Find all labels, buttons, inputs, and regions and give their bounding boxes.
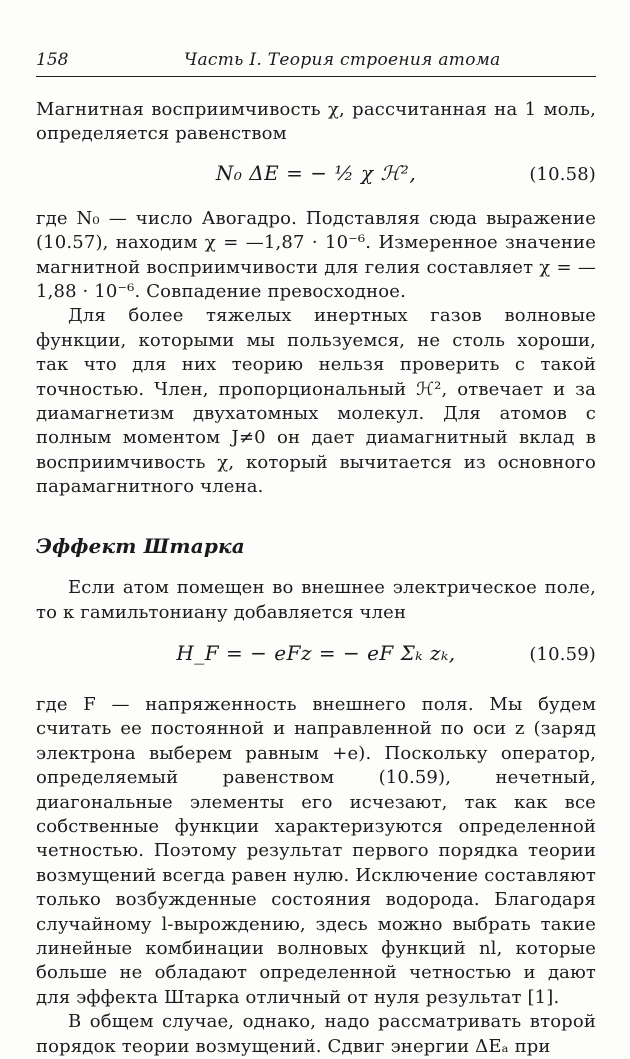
equation-10-58-expression: N₀ ΔE = − ½ χ ℋ², [215,160,417,185]
equation-10-59-number: (10.59) [529,643,596,665]
page-header [36,48,596,77]
page-body [36,98,596,1059]
paragraph-6: В общем случае, однако, надо рассматривать второй порядок теории возмущений. Сдвиг энергии ΔEₐ при [36,1011,596,1057]
paragraph-1: Магнитная восприимчивость χ, рассчитанная на 1 моль, определяется равенством [36,99,596,145]
running-title: Часть I. Теория строения атома [184,50,501,70]
paragraph-2: где N₀ — число Авогадро. Подставляя сюда выражение (10.57), находим χ = —1,87 · 10⁻⁶. Измеренное значение магнитной восприимчивости для гелия составляет χ = —1,88 · 10⁻⁶. Совпадение превосходное. [36,207,596,303]
section-title: Эффект Штарка [36,533,245,558]
page-number: 158 [36,50,69,70]
paragraph-4: Если атом помещен во внешнее электрическое поле, то к гамильтониану добавляется член [36,577,596,623]
equation-10-58 [36,151,596,201]
paragraph-3: Для более тяжелых инертных газов волновые функции, которыми мы пользуемся, не столь хороши, так что для них теорию нельзя проверить с такой точностью. Член, пропорциональный ℋ², отвечает и за диамагнетизм двухатомных молекул. Для атомов с полным моментом J≠0 он дает диамагнитный вклад в восприимчивость χ, который вычитается из основного парамагнитного члена. [36,305,596,498]
paragraph-5: где F — напряженность внешнего поля. Мы будем считать ее постоянной и направленной по оси z (заряд электрона выберем равным +e). Поскольку оператор, определяемый равенством (10.59), нечетный, диагональные элементы его исчезают, так как все собственные функции характеризуются определенной четностью. Поэтому результат первого порядка теории возмущений всегда равен нулю. Исключение составляют только возбужденные состояния водорода. Благодаря случайному l-вырождению, здесь можно выбрать такие линейные комбинации волновых функций nl, которые больше не обладают определенной четностью и дают для эффекта Штарка отличный от нуля результат [1]. [36,693,596,1008]
equation-10-58-number: (10.58) [529,163,596,185]
equation-10-59-expression: H_F = − eFz = − eF Σₖ zₖ, [176,640,456,665]
equation-10-59 [36,629,596,687]
